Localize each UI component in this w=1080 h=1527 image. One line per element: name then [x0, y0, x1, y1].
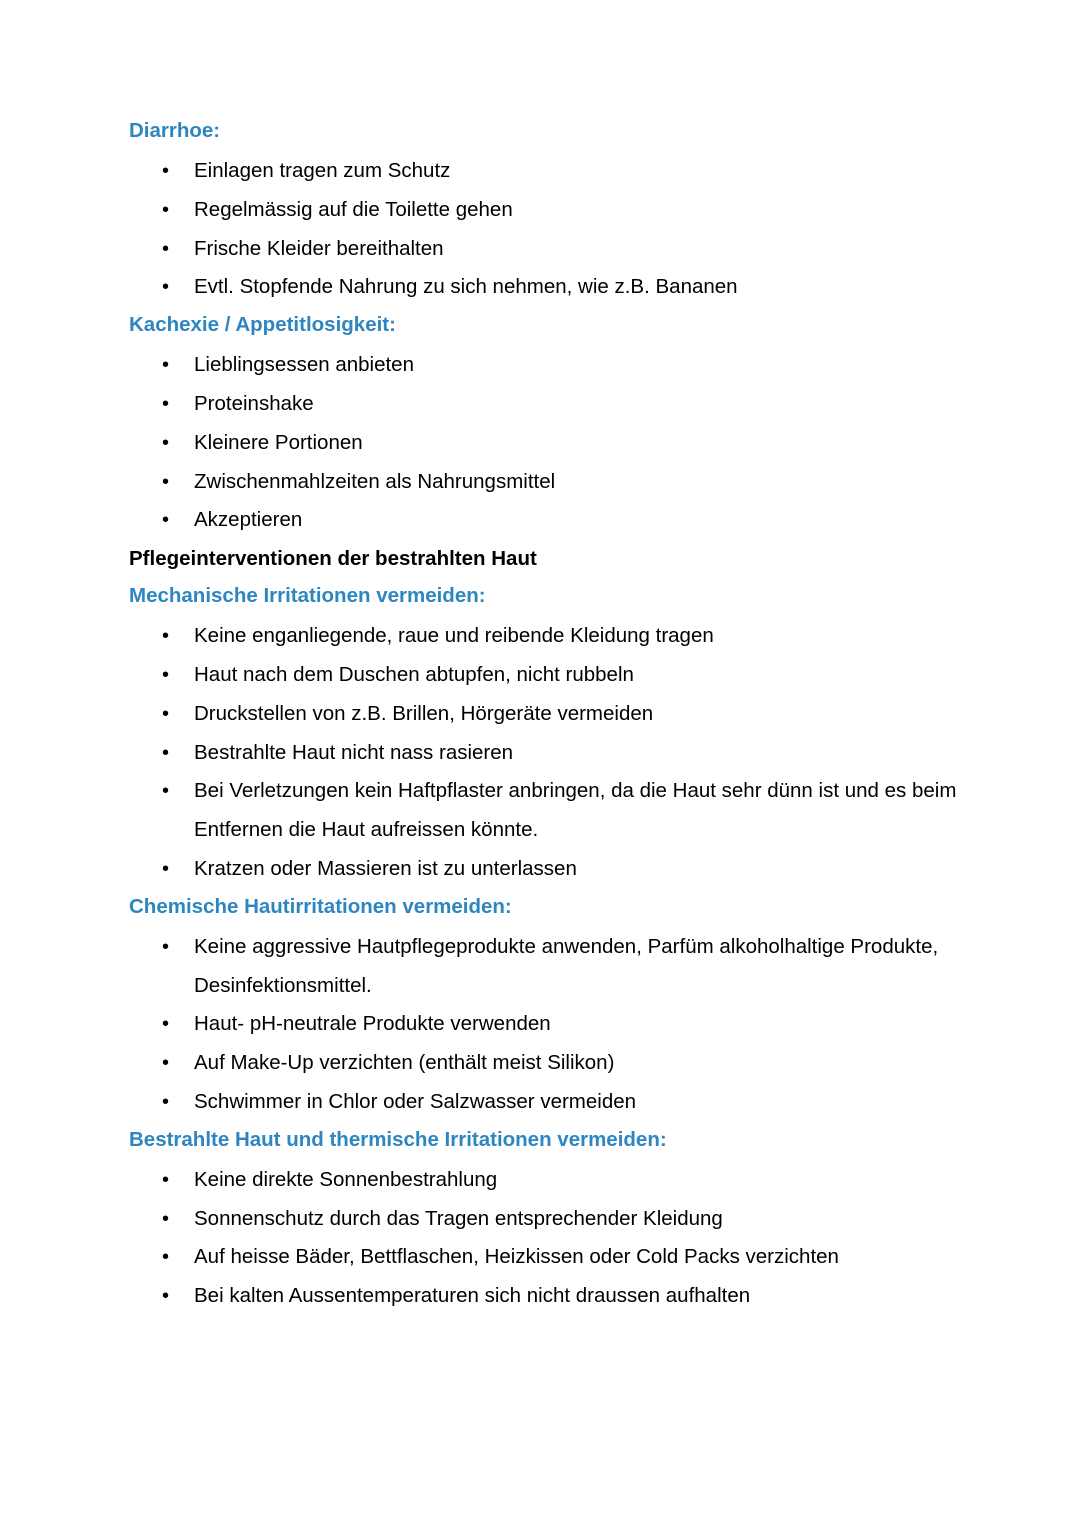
list-item: • Haut nach dem Duschen abtupfen, nicht rubbeln [129, 656, 989, 695]
bullet-icon: • [162, 160, 170, 182]
bullet-list [129, 346, 989, 540]
bold-heading: Pflegeinterventionen der bestrahlten Haut [129, 547, 537, 571]
list-item: • Schwimmer in Chlor oder Salzwasser vermeiden [129, 1083, 989, 1122]
list-item: • Auf Make-Up verzichten (enthält meist Silikon) [129, 1044, 989, 1083]
document-page [129, 113, 989, 1316]
section-chemische-irritationen [129, 889, 989, 1122]
section-diarrhoe [129, 113, 989, 307]
list-item: • Haut- pH-neutrale Produkte verwenden [129, 1005, 989, 1044]
section-heading: Mechanische Irritationen vermeiden: [129, 584, 486, 608]
section-mechanische-irritationen [129, 578, 989, 889]
section-heading: Bestrahlte Haut und thermische Irritationen vermeiden: [129, 1127, 667, 1151]
bullet-icon: • [162, 1090, 170, 1113]
list-item: • Einlagen tragen zum Schutz [129, 152, 989, 191]
section-heading: Kachexie / Appetitlosigkeit: [129, 313, 396, 337]
bullet-icon: • [162, 1013, 170, 1036]
bullet-icon: • [162, 702, 170, 725]
bullet-icon: • [162, 1207, 170, 1230]
bullet-icon: • [162, 935, 170, 958]
bullet-icon: • [162, 431, 170, 454]
bullet-icon: • [162, 1168, 170, 1191]
list-item: • Kleinere Portionen [129, 424, 989, 463]
section-thermische-irritationen [129, 1122, 989, 1316]
bullet-icon: • [162, 663, 170, 686]
section-heading: Chemische Hautirritationen vermeiden: [129, 894, 512, 918]
bullet-icon: • [162, 509, 170, 532]
bullet-list [129, 617, 989, 889]
bullet-icon: • [162, 470, 170, 493]
bullet-list [129, 928, 989, 1122]
list-item: • Keine enganliegende, raue und reibende Kleidung tragen [129, 617, 989, 656]
list-item: • Akzeptieren [129, 501, 989, 540]
bullet-icon: • [162, 741, 170, 764]
bullet-icon: • [162, 780, 170, 803]
bullet-icon: • [162, 237, 170, 260]
section-heading: Diarrhoe: [129, 119, 221, 142]
list-item: • Frische Kleider bereithalten [129, 230, 989, 269]
list-item: • Druckstellen von z.B. Brillen, Hörgeräte vermeiden [129, 695, 989, 734]
list-item: • Lieblingsessen anbieten [129, 346, 989, 385]
section-kachexie [129, 307, 989, 540]
bullet-icon: • [162, 392, 170, 415]
list-item: • Bestrahlte Haut nicht nass rasieren [129, 734, 989, 773]
bullet-icon: • [162, 1285, 170, 1308]
list-item: • Bei Verletzungen kein Haftpflaster anbringen, da die Haut sehr dünn ist und es beim Entfernen die Haut aufreissen könnte. [129, 772, 989, 850]
bullet-icon: • [162, 625, 170, 648]
list-item: • Sonnenschutz durch das Tragen entsprechender Kleidung [129, 1200, 989, 1239]
list-item: • Bei kalten Aussentemperaturen sich nicht draussen aufhalten [129, 1277, 989, 1316]
bullet-list [129, 1161, 989, 1316]
bullet-icon: • [162, 1052, 170, 1075]
bullet-list [129, 152, 989, 307]
list-item: • Evtl. Stopfende Nahrung zu sich nehmen, wie z.B. Bananen [129, 268, 989, 307]
list-item: • Auf heisse Bäder, Bettflaschen, Heizkissen oder Cold Packs verzichten [129, 1238, 989, 1277]
list-item: • Kratzen oder Massieren ist zu unterlassen [129, 850, 989, 889]
list-item: • Keine direkte Sonnenbestrahlung [129, 1161, 989, 1200]
bullet-icon: • [162, 354, 170, 377]
list-item: • Proteinshake [129, 385, 989, 424]
bullet-icon: • [162, 198, 170, 221]
bullet-icon: • [162, 857, 170, 880]
list-item: • Zwischenmahlzeiten als Nahrungsmittel [129, 463, 989, 502]
list-item: • Regelmässig auf die Toilette gehen [129, 191, 989, 230]
bullet-icon: • [162, 1246, 170, 1269]
list-item: • Keine aggressive Hautpflegeprodukte anwenden, Parfüm alkoholhaltige Produkte, Desinfektionsmittel. [129, 928, 989, 1006]
bullet-icon: • [162, 276, 170, 299]
